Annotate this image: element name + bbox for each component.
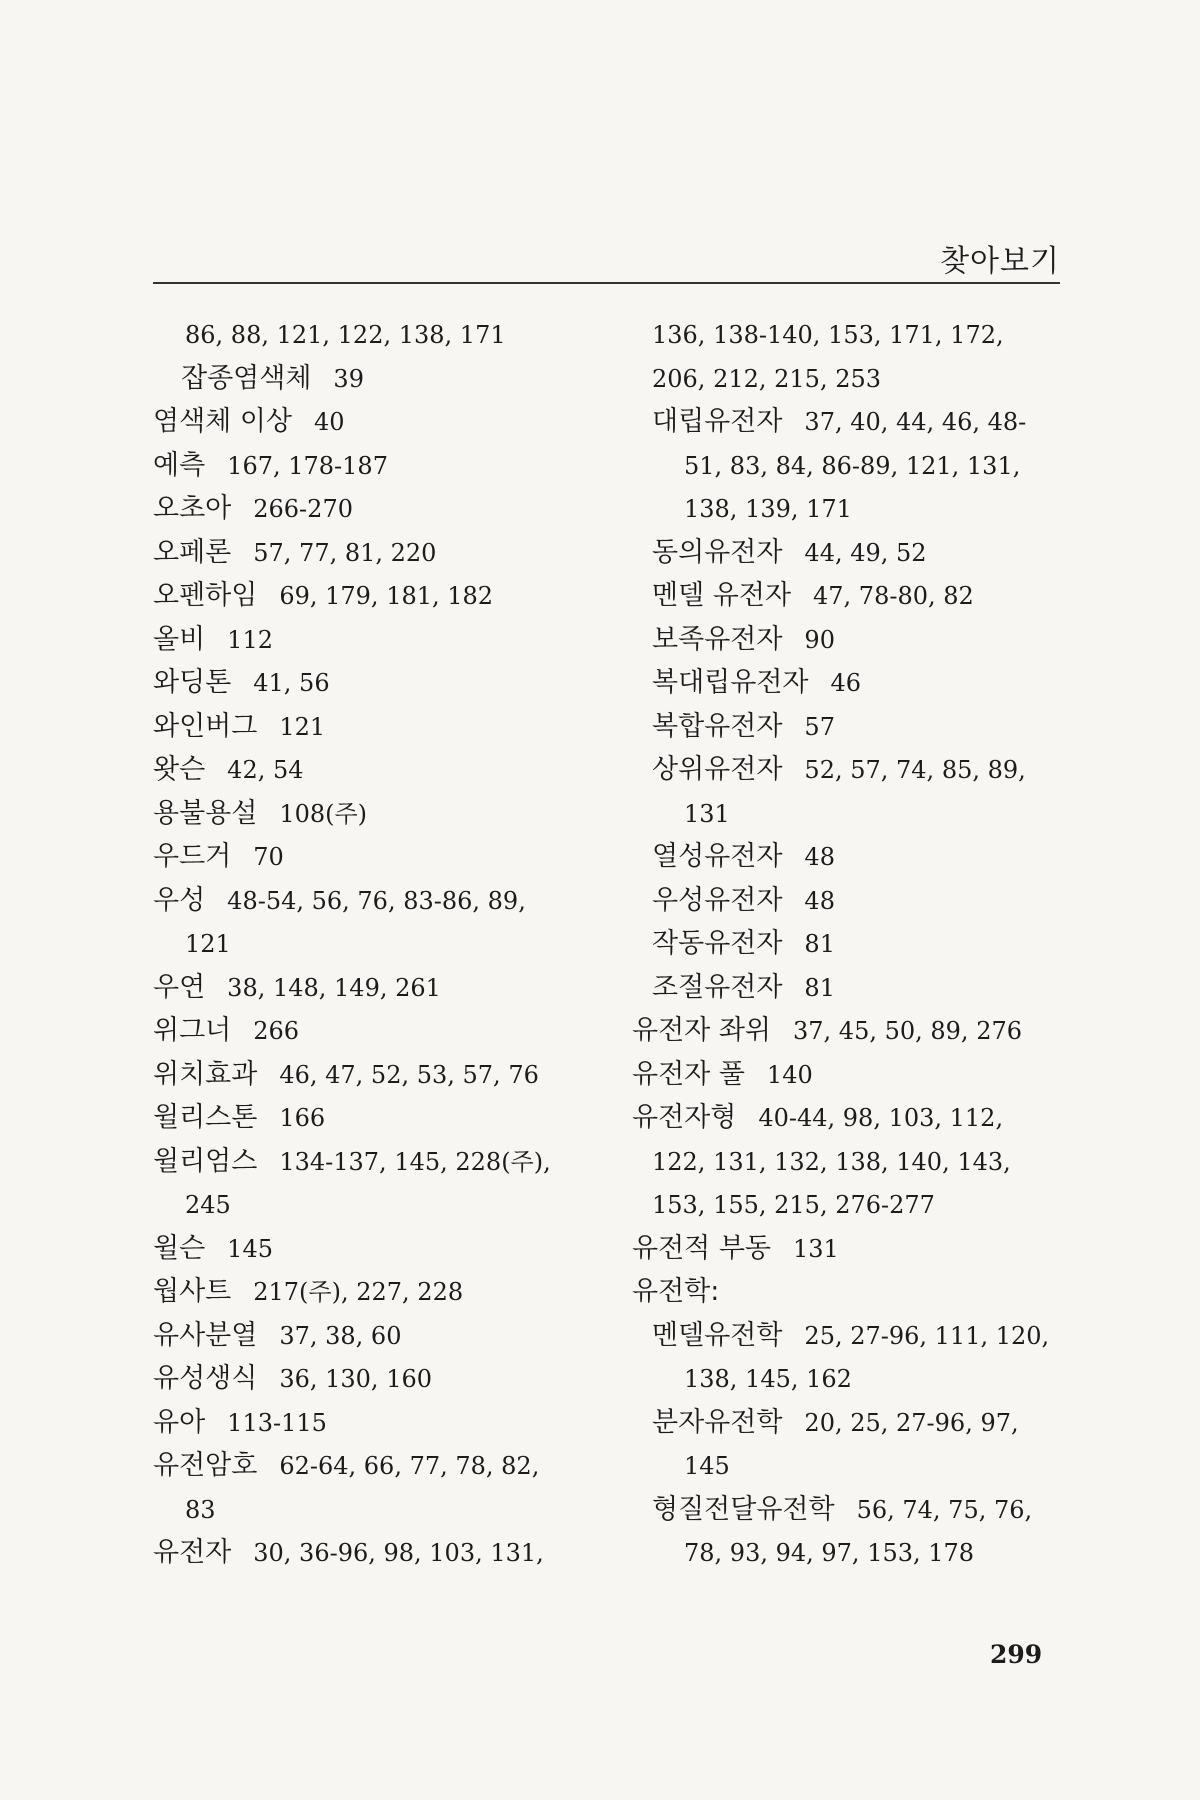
page-references: 40	[314, 408, 345, 436]
index-term: 잡종염색체	[181, 362, 312, 394]
index-term: 복합유전자	[652, 710, 783, 742]
index-term: 윌리엄스	[153, 1145, 258, 1177]
index-term: 복대립유전자	[652, 667, 809, 698]
index-entry	[632, 1357, 1072, 1401]
index-entry	[632, 444, 1072, 488]
index-entry	[632, 661, 1072, 705]
page-references: 46, 47, 52, 53, 57, 76	[279, 1060, 539, 1089]
index-entry	[153, 487, 623, 531]
index-entry	[153, 1183, 623, 1227]
index-entry	[632, 1314, 1072, 1358]
page-references: 122, 131, 132, 138, 140, 143,	[652, 1147, 1011, 1176]
page-references: 90	[804, 625, 835, 654]
page-references: 40-44, 98, 103, 112,	[758, 1104, 1004, 1132]
page-references: 138, 145, 162	[684, 1365, 852, 1393]
page-references: 42, 54	[227, 756, 304, 784]
index-entry	[632, 835, 1072, 879]
index-entry	[632, 1270, 1072, 1314]
index-term: 유전자 풀	[632, 1058, 745, 1090]
index-entry	[153, 922, 623, 966]
page-references: 41, 56	[253, 669, 330, 697]
index-term: 멘델유전학	[652, 1319, 783, 1351]
index-term: 염색체 이상	[153, 406, 292, 437]
page-references: 166	[279, 1104, 326, 1132]
index-entry	[153, 1227, 623, 1271]
index-term: 우성유전자	[652, 884, 783, 916]
page-references: 83	[185, 1495, 216, 1524]
index-term: 상위유전자	[652, 754, 783, 785]
index-entry	[153, 1140, 623, 1184]
index-term: 우성	[153, 884, 206, 916]
index-entry	[153, 1314, 623, 1358]
page-references: 131	[793, 1234, 839, 1263]
index-entry	[153, 1401, 623, 1445]
index-term: 보족유전자	[652, 623, 783, 655]
index-term: 유전학:	[632, 1276, 720, 1307]
index-entry	[632, 1531, 1072, 1575]
page-references: 138, 139, 171	[684, 495, 852, 523]
index-entry	[632, 1053, 1072, 1097]
index-entry	[153, 1488, 623, 1532]
index-entry	[153, 1444, 623, 1488]
index-entry	[632, 1401, 1072, 1445]
page-references: 78, 93, 94, 97, 153, 178	[684, 1539, 975, 1567]
index-term: 열성유전자	[652, 841, 783, 872]
index-term: 용불용설	[153, 797, 258, 829]
page-references: 81	[804, 930, 835, 958]
page-references: 266	[253, 1017, 300, 1045]
index-column-right	[632, 313, 1072, 1575]
index-entry	[153, 313, 623, 357]
index-term: 윌리스톤	[153, 1102, 258, 1133]
page-references: 48	[804, 886, 835, 915]
index-term: 올비	[153, 623, 206, 655]
page-references: 153, 155, 215, 276-277	[652, 1191, 935, 1219]
index-entry	[632, 618, 1072, 662]
index-term: 오초아	[153, 493, 232, 524]
index-entry	[632, 705, 1072, 749]
index-term: 유전자	[153, 1537, 232, 1568]
page-references: 47, 78-80, 82	[813, 582, 974, 610]
index-entry	[632, 879, 1072, 923]
index-entry	[153, 879, 623, 923]
page-references: 145	[684, 1452, 730, 1480]
index-term: 작동유전자	[652, 928, 783, 959]
index-term: 웝사트	[153, 1276, 232, 1307]
page-references: 121	[185, 930, 231, 958]
index-entry	[632, 531, 1072, 575]
index-entry	[153, 618, 623, 662]
index-entry	[153, 1096, 623, 1140]
page-references: 108(주)	[279, 799, 368, 828]
page-references: 20, 25, 27-96, 97,	[804, 1408, 1019, 1437]
index-term: 위그너	[153, 1015, 232, 1046]
index-term: 우드거	[153, 841, 232, 872]
index-entry	[153, 1531, 623, 1575]
index-column-left	[153, 313, 623, 1575]
index-term: 유사분열	[153, 1319, 258, 1351]
index-entry	[153, 1053, 623, 1097]
index-term: 오펜하임	[153, 580, 258, 611]
index-entry	[153, 400, 623, 444]
index-term: 유전암호	[153, 1450, 258, 1481]
index-entry	[632, 487, 1072, 531]
page-references: 245	[185, 1191, 231, 1219]
index-entry	[153, 444, 623, 488]
index-entry	[632, 574, 1072, 618]
index-entry	[153, 1009, 623, 1053]
index-entry	[632, 1140, 1072, 1184]
index-term: 유성생식	[153, 1363, 258, 1394]
page-references: 36, 130, 160	[279, 1365, 432, 1393]
index-term: 대립유전자	[652, 406, 783, 437]
page-references: 140	[766, 1060, 813, 1089]
page-references: 39	[333, 364, 364, 393]
page-references: 57, 77, 81, 220	[253, 538, 437, 567]
index-entry	[632, 1009, 1072, 1053]
page-references: 37, 38, 60	[279, 1321, 402, 1350]
index-entry	[632, 313, 1072, 357]
index-term: 예측	[153, 449, 206, 481]
index-term: 유전적 부동	[632, 1232, 771, 1264]
index-entry	[632, 1444, 1072, 1488]
page-references: 206, 212, 215, 253	[652, 364, 882, 393]
index-term: 유전자 좌위	[632, 1015, 771, 1046]
page-references: 167, 178-187	[227, 451, 388, 480]
index-term: 조절유전자	[652, 971, 783, 1003]
page-references: 266-270	[253, 495, 353, 523]
page-references: 121	[279, 712, 326, 741]
page-references: 48-54, 56, 76, 83-86, 89,	[227, 886, 526, 915]
index-term: 왓슨	[153, 754, 206, 785]
index-entry	[632, 1227, 1072, 1271]
page-references: 70	[253, 843, 284, 871]
page-references: 51, 83, 84, 86-89, 121, 131,	[684, 451, 1021, 480]
index-entry	[632, 748, 1072, 792]
page-references: 113-115	[227, 1408, 327, 1437]
index-term: 위치효과	[153, 1058, 258, 1090]
page-references: 52, 57, 74, 85, 89,	[804, 756, 1026, 784]
index-entry	[153, 966, 623, 1010]
index-term: 와딩톤	[153, 667, 232, 698]
index-term: 멘델 유전자	[652, 580, 791, 611]
index-term: 분자유전학	[652, 1406, 783, 1438]
index-entry	[632, 1488, 1072, 1532]
page-references: 217(주), 227, 228	[253, 1278, 464, 1306]
index-entry	[153, 748, 623, 792]
page-references: 131	[684, 799, 730, 828]
index-term: 유전자형	[632, 1102, 737, 1133]
page-references: 56, 74, 75, 76,	[856, 1495, 1033, 1524]
page-references: 37, 45, 50, 89, 276	[793, 1017, 1022, 1045]
index-entry	[153, 574, 623, 618]
index-entry	[153, 1357, 623, 1401]
running-head: 찾아보기	[940, 244, 1060, 279]
index-term: 유아	[153, 1406, 206, 1438]
index-entry	[632, 1183, 1072, 1227]
index-entry	[632, 1096, 1072, 1140]
page-references: 44, 49, 52	[804, 538, 927, 567]
header-rule	[153, 282, 1060, 284]
page-references: 145	[227, 1234, 273, 1263]
index-entry	[153, 835, 623, 879]
index-entry	[153, 661, 623, 705]
page-number: 299	[990, 1640, 1043, 1669]
page-references: 112	[227, 625, 273, 654]
page-references: 38, 148, 149, 261	[227, 973, 441, 1002]
page-references: 57	[804, 712, 835, 741]
page-references: 48	[804, 843, 835, 871]
index-entry	[153, 792, 623, 836]
index-entry	[153, 1270, 623, 1314]
index-term: 동의유전자	[652, 536, 783, 568]
index-term: 오페론	[153, 536, 232, 568]
index-entry	[153, 357, 623, 401]
index-entry	[632, 966, 1072, 1010]
page-references: 136, 138-140, 153, 171, 172,	[652, 321, 1004, 349]
page-references: 86, 88, 121, 122, 138, 171	[185, 321, 506, 349]
index-entry	[632, 792, 1072, 836]
index-term: 우연	[153, 971, 206, 1003]
page-references: 30, 36-96, 98, 103, 131,	[253, 1539, 544, 1567]
index-entry	[632, 357, 1072, 401]
page-references: 62-64, 66, 77, 78, 82,	[279, 1452, 540, 1480]
index-entry	[632, 400, 1072, 444]
page-references: 25, 27-96, 111, 120,	[804, 1321, 1050, 1350]
page-references: 37, 40, 44, 46, 48-	[804, 408, 1027, 436]
index-entry	[632, 922, 1072, 966]
page-references: 134-137, 145, 228(주),	[279, 1147, 551, 1176]
index-term: 와인버그	[153, 710, 258, 742]
index-term: 형질전달유전학	[652, 1493, 835, 1525]
index-entry	[153, 531, 623, 575]
page-references: 46	[830, 669, 862, 697]
page-references: 81	[804, 973, 835, 1002]
index-entry	[153, 705, 623, 749]
index-term: 윌슨	[153, 1232, 206, 1264]
page-references: 69, 179, 181, 182	[279, 582, 494, 610]
